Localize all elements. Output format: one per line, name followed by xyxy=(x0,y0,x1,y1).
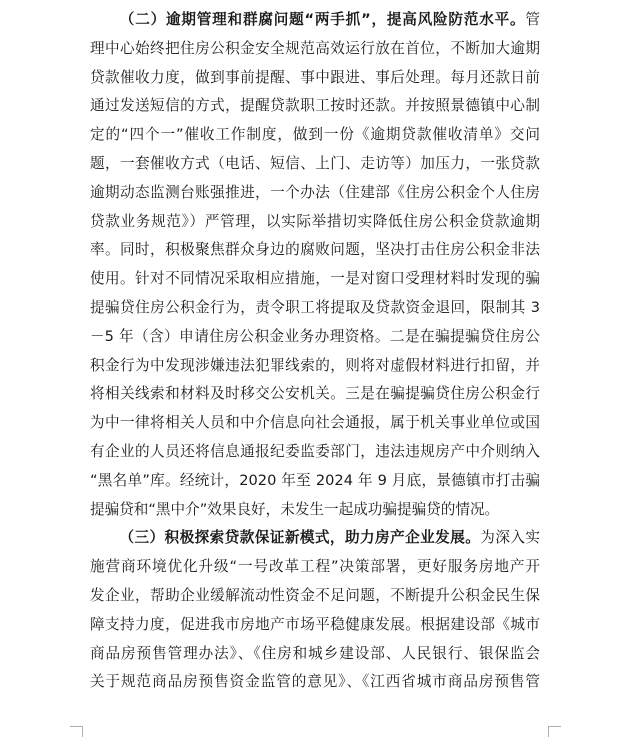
section-2-text-line: 逾期动态监测台账强推进，一个办法（住建部《住房公积金个人住房 xyxy=(90,183,540,201)
section-2-text-line: “黑名单”库。经统计，2020 年至 2024 年 9 月底，景德镇市打击骗 xyxy=(90,471,540,489)
section-2-text-line: 理中心始终把住房公积金安全规范高效运行放在首位，不断加大逾期 xyxy=(90,39,540,57)
section-2-text-line: －5 年（含）申请住房公积金业务办理资格。二是在骗提骗贷住房公 xyxy=(90,327,540,345)
section-2-text-line: 将相关线索和材料及时移交公安机关。三是在骗提骗贷住房公积金行 xyxy=(90,385,540,403)
section-3-text-line: 发企业，帮助企业缓解流动性资金不足问题，不断提升公积金民生保 xyxy=(90,586,540,604)
section-2-first-line xyxy=(90,6,540,35)
section-3-text-line: 施营商环境优化升级“一号改革工程”决策部署，更好服务房地产开 xyxy=(90,558,540,576)
section-2-text-line: 使用。针对不同情况采取相应措施，一是对窗口受理材料时发现的骗 xyxy=(90,270,540,288)
page-corner-mark-left xyxy=(70,726,83,737)
section-2-heading: （二）逾期管理和群腐问题“两手抓”，提高风险防范水平。 xyxy=(119,11,526,28)
section-2-text-line: 定的“四个一”催收工作制度，做到一份《逾期贷款催收清单》交问 xyxy=(90,126,540,144)
section-2-text-line: 贷款业务规范》）严管理，以实际举措切实降低住房公积金贷款逾期 xyxy=(90,212,540,230)
section-2-text-line: 积金行为中发现涉嫌违法犯罪线索的，则将对虚假材料进行扣留，并 xyxy=(90,356,540,374)
section-2-text-line: 管 xyxy=(525,11,540,28)
section-3-first-line xyxy=(90,524,540,553)
section-2-text-line: 率。同时，积极聚焦群众身边的腐败问题，坚决打击住房公积金非法 xyxy=(90,241,540,259)
section-3-text-line: 障支持力度，促进我市房地产市场平稳健康发展。根据建设部《城市 xyxy=(90,615,540,633)
section-2-text-line: 提骗贷和“黑中介”效果良好，未发生一起成功骗提骗贷的情况。 xyxy=(90,500,500,518)
page-corner-mark-right xyxy=(548,726,561,737)
section-2-text-line: 为中一律将相关人员和中介信息向社会通报，属于机关事业单位或国 xyxy=(90,414,540,432)
section-2-text-line: 题，一套催收方式（电话、短信、上门、走访等）加压力，一张贷款 xyxy=(90,154,540,172)
section-2-text-line: 有企业的人员还将信息通报纪委监委部门，违法违规房产中介则纳入 xyxy=(90,442,540,460)
section-2-text-line: 提骗贷住房公积金行为，责令职工将提取及贷款资金退回，限制其 3 xyxy=(90,298,540,316)
section-3-heading: （三）积极探索贷款保证新模式，助力房产企业发展。 xyxy=(119,529,481,547)
section-2-text-line: 贷款催收力度，做到事前提醒、事中跟进、事后处理。每月还款日前 xyxy=(90,68,540,86)
section-2-text-line: 通过发送短信的方式，提醒贷款职工按时还款。并按照景德镇中心制 xyxy=(90,97,540,115)
section-3-text-line: 商品房预售管理办法》、《住房和城乡建设部、人民银行、银保监会 xyxy=(90,644,540,662)
section-3-text-line: 关于规范商品房预售资金监管的意见》、《江西省城市商品房预售管 xyxy=(90,673,540,691)
section-3-text-line: 为深入实 xyxy=(480,529,540,547)
document-body xyxy=(90,6,540,697)
